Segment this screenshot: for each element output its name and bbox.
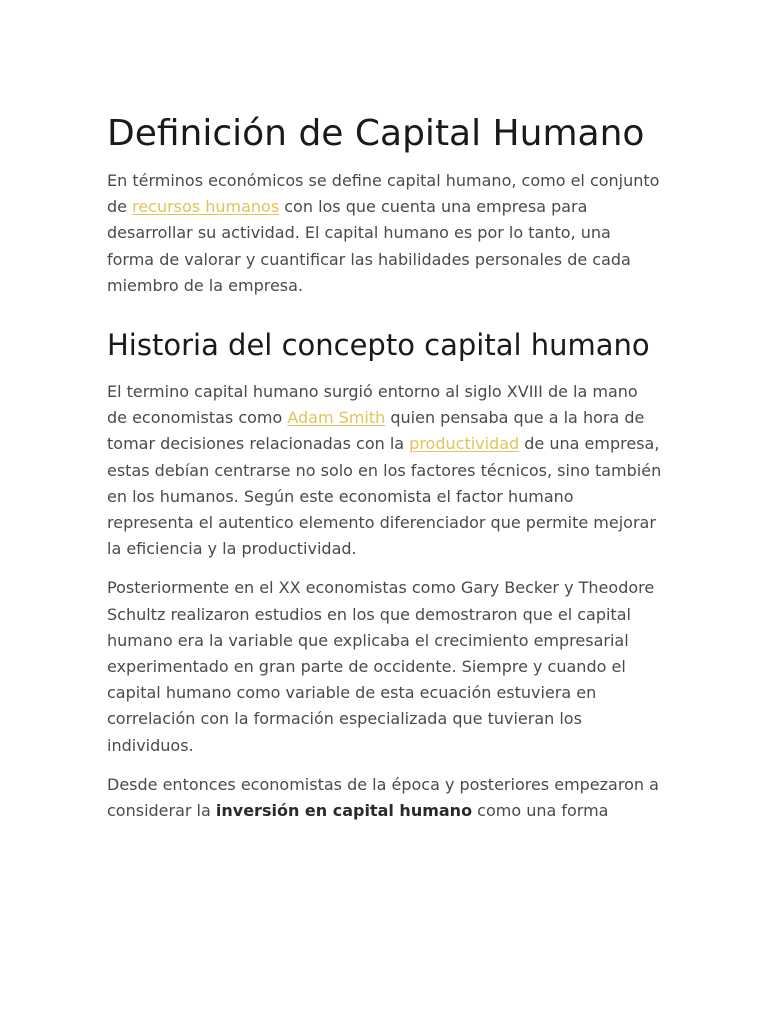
history-p3-text-before: Desde entonces economistas de la época y posteriores empezaron a considerar la — [107, 774, 659, 821]
intro-paragraph — [107, 168, 662, 299]
link-recursos-humanos[interactable]: recursos humanos — [132, 197, 280, 217]
page-title: Definición de Capital Humano — [107, 113, 645, 154]
history-p1-text-2: quien pensaba que a la hora de tomar decisiones relacionadas con la — [107, 408, 645, 454]
history-p1-text-1: El termino capital humano surgió entorno al siglo XVIII de la mano de economistas como — [107, 382, 638, 428]
history-p3-text-after: como una forma — [472, 801, 609, 821]
history-p1-text-3: de una empresa, estas debían centrarse no solo en los factores técnicos, sino también en los humanos. Según este economista el factor humano representa el autentico elemento diferenciador que permite mejorar la eficiencia y la productividad. — [107, 434, 662, 559]
link-adam-smith[interactable]: Adam Smith — [287, 408, 386, 428]
history-paragraph-2: Posteriormente en el XX economistas como Gary Becker y Theodore Schultz realizaron estudios en los que demostraron que el capital humano era la variable que explicaba el crecimiento empresarial experimentado en gran parte de occidente. Siempre y cuando el capital humano como variable de esta ecuación estuviera en correlación con la formación especializada que tuvieran los individuos. — [107, 578, 655, 755]
history-paragraph-1 — [107, 379, 662, 562]
bold-inversion-capital-humano: inversión en capital humano — [215, 801, 473, 821]
intro-text-before: En términos económicos se define capital humano, como el conjunto de — [107, 171, 660, 217]
history-paragraph-3 — [107, 772, 662, 824]
section-heading-historia: Historia del concepto capital humano — [107, 328, 650, 363]
link-productividad[interactable]: productividad — [409, 434, 520, 454]
intro-text-after: con los que cuenta una empresa para desarrollar su actividad. El capital humano es por lo tanto, una forma de valorar y cuantificar las habilidades personales de cada miembro de la empresa. — [107, 197, 631, 295]
article — [107, 112, 662, 837]
